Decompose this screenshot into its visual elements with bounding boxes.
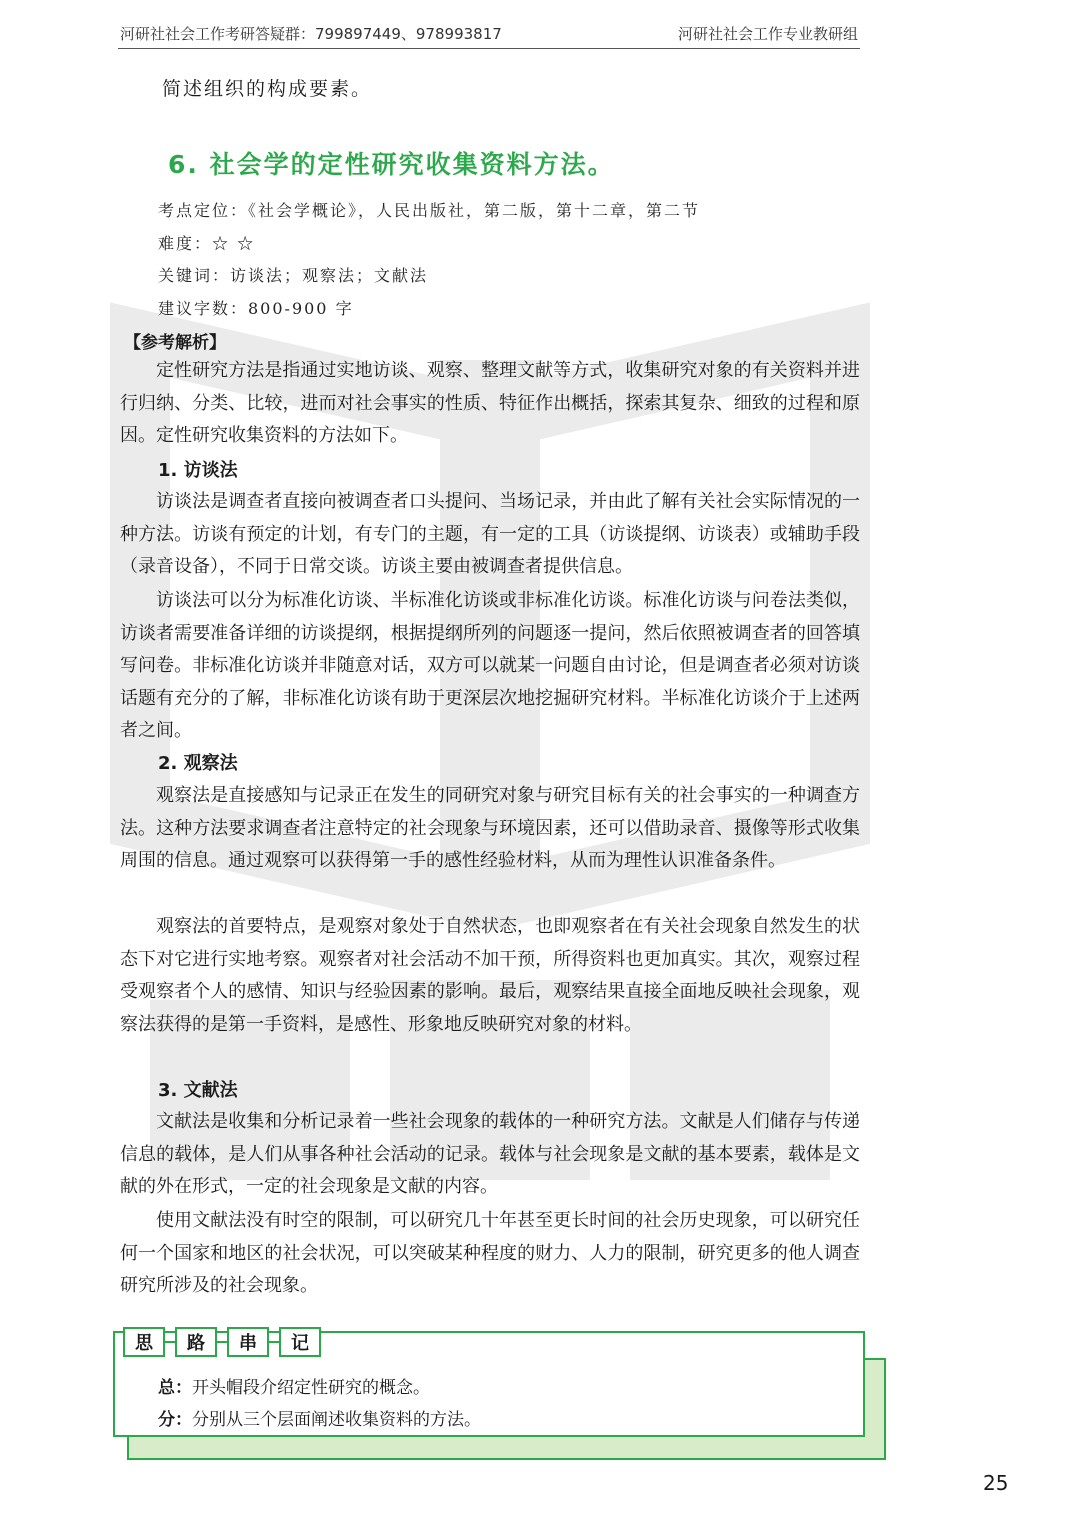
analysis-label: 【参考解析】 (124, 333, 226, 353)
summary-tag: 路 (175, 1327, 217, 1357)
summary-tag: 串 (227, 1327, 269, 1357)
header-rule (118, 48, 860, 49)
paragraph: 文献法是收集和分析记录着一些社会现象的载体的一种研究方法。文献是人们储存与传递信息的载体，是人们从事各种社会活动的记录。载体与社会现象是文献的基本要素，载体是文献的外在形式，一定的社会现象是文献的内容。 (120, 1111, 860, 1198)
section-paragraph (120, 486, 860, 584)
summary-line (158, 1405, 481, 1430)
section-paragraph (120, 1106, 860, 1204)
section-paragraph (120, 911, 860, 1041)
paragraph: 定性研究方法是指通过实地访谈、观察、整理文献等方式，收集研究对象的有关资料并进行归纳、分类、比较，进而对社会事实的性质、特征作出概括，探索其复杂、细致的过程和原因。定性研究收集资料的方法如下。 (120, 360, 860, 447)
summary-tag: 思 (123, 1327, 165, 1357)
header-right: 河研社社会工作专业教研组 (677, 25, 858, 43)
section-paragraph (120, 780, 860, 878)
summary-line-label: 总： (158, 1378, 192, 1398)
summary-line-label: 分： (158, 1410, 192, 1430)
paragraph: 观察法是直接感知与记录正在发生的同研究对象与研究目标有关的社会事实的一种调查方法。这种方法要求调查者注意特定的社会现象与环境因素，还可以借助录音、摄像等形式收集周围的信息。通过观察可以获得第一手的感性经验材料，从而为理性认识准备条件。 (120, 785, 860, 872)
intro-paragraph (120, 355, 860, 453)
section-heading-observation: 2. 观察法 (158, 753, 238, 774)
meta-keywords: 关键词：访谈法；观察法；文献法 (158, 266, 429, 285)
header-left: 河研社社会工作考研答疑群：799897449、978993817 (120, 25, 502, 43)
summary-line (158, 1373, 430, 1398)
page-number: 25 (983, 1471, 1009, 1495)
paragraph: 访谈法可以分为标准化访谈、半标准化访谈或非标准化访谈。标准化访谈与问卷法类似，访谈者需要准备详细的访谈提纲，根据提纲所列的问题逐一提问，然后依照被调查者的回答填写问卷。非标准化访谈并非随意对话，双方可以就某一问题自由讨论，但是调查者必须对访谈话题有充分的了解，非标准化访谈有助于更深层次地挖掘研究材料。半标准化访谈介于上述两者之间。 (120, 590, 860, 742)
previous-question-tail: 简述组织的构成要素。 (162, 78, 373, 100)
summary-tags (123, 1327, 321, 1357)
summary-line-text: 分别从三个层面阐述收集资料的方法。 (192, 1410, 481, 1430)
tag-connector (217, 1341, 227, 1343)
meta-exam-point: 考点定位：《社会学概论》，人民出版社，第二版，第十二章，第二节 (158, 201, 701, 220)
paragraph: 访谈法是调查者直接向被调查者口头提问、当场记录，并由此了解有关社会实际情况的一种方法。访谈有预定的计划，有专门的主题，有一定的工具（访谈提纲、访谈表）或辅助手段（录音设备），不同于日常交谈。访谈主要由被调查者提供信息。 (120, 491, 860, 578)
summary-line-text: 开头帽段介绍定性研究的概念。 (192, 1378, 430, 1398)
paragraph: 使用文献法没有时空的限制，可以研究几十年甚至更长时间的社会历史现象，可以研究任何一个国家和地区的社会状况，可以突破某种程度的财力、人力的限制，研究更多的他人调查研究所涉及的社会现象。 (120, 1210, 860, 1297)
tag-connector (165, 1341, 175, 1343)
section-paragraph (120, 1205, 860, 1303)
tag-connector (269, 1341, 279, 1343)
section-heading-documents: 3. 文献法 (158, 1080, 238, 1101)
section-paragraph (120, 585, 860, 748)
meta-difficulty: 难度：☆ ☆ (158, 234, 256, 253)
section-heading-interview: 1. 访谈法 (158, 460, 238, 481)
meta-word-count: 建议字数：800-900 字 (158, 299, 354, 318)
paragraph: 观察法的首要特点，是观察对象处于自然状态，也即观察者在有关社会现象自然发生的状态下对它进行实地考察。观察者对社会活动不加干预，所得资料也更加真实。其次，观察过程受观察者个人的感情、知识与经验因素的影响。最后，观察结果直接全面地反映社会现象，观察法获得的是第一手资料，是感性、形象地反映研究对象的材料。 (120, 916, 860, 1035)
question-title: 6. 社会学的定性研究收集资料方法。 (168, 150, 615, 179)
summary-tag: 记 (279, 1327, 321, 1357)
